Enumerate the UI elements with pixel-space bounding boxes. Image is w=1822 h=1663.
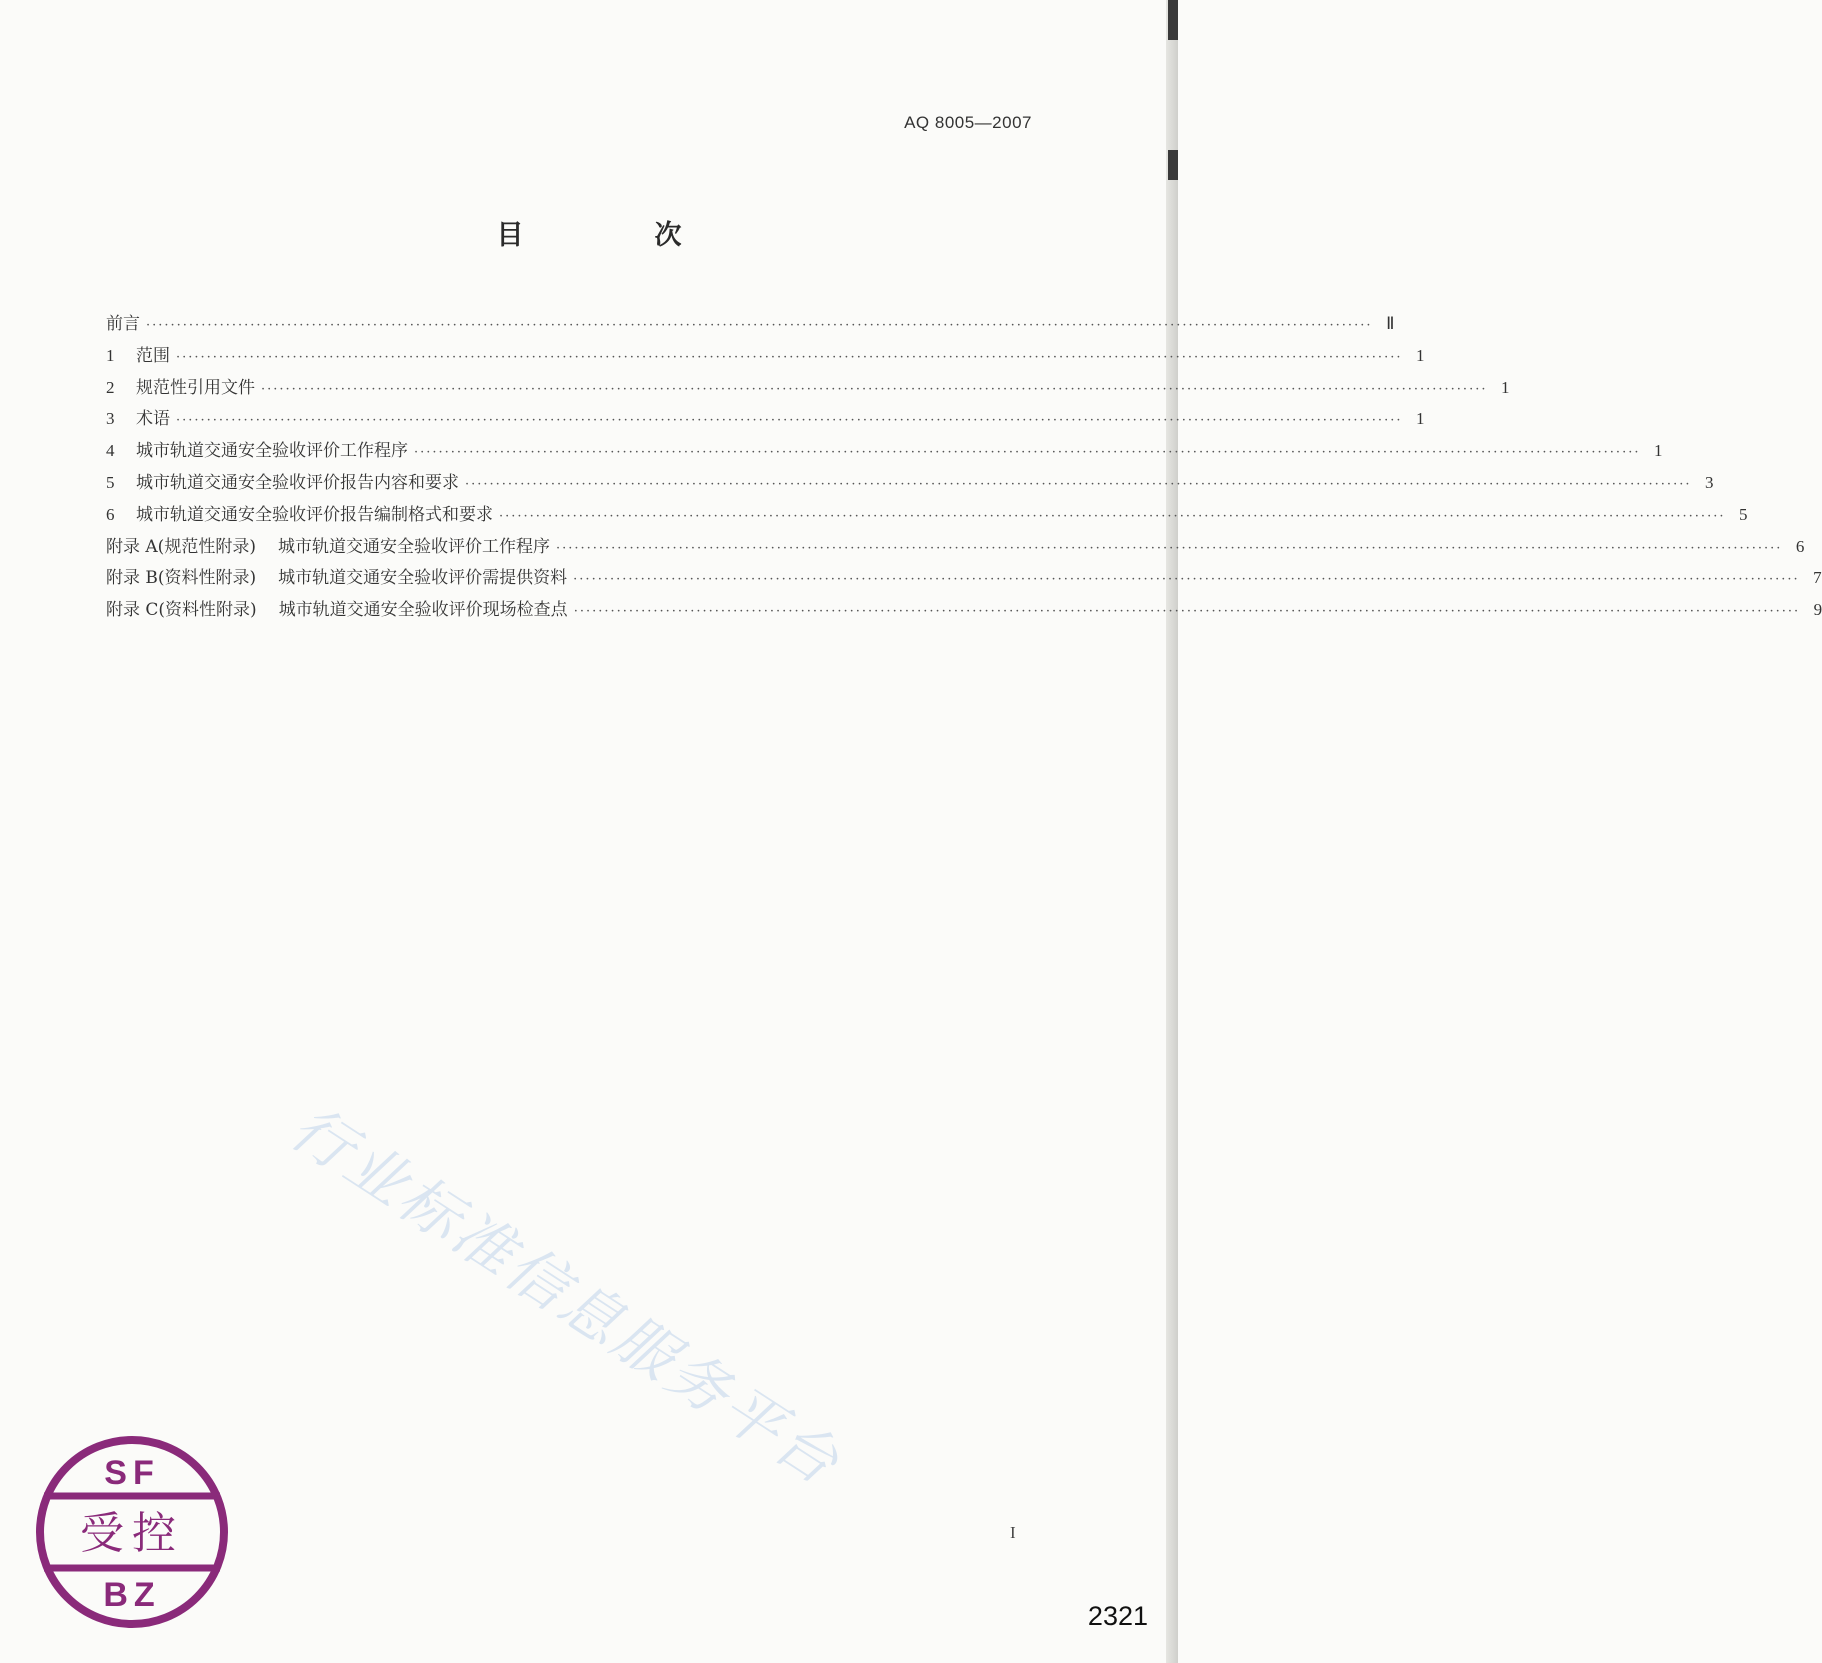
toc-entry-label <box>106 563 567 595</box>
toc-entry-label <box>106 532 550 564</box>
toc-entry-page: 6 <box>1795 536 1805 556</box>
toc-entry-label <box>136 373 255 405</box>
toc-entry-number: 5 <box>106 472 115 492</box>
toc-entry-page: 3 <box>1704 472 1714 492</box>
toc-entry-title: 范围 <box>136 345 170 366</box>
toc-entry-page: Ⅱ <box>1386 314 1395 333</box>
toc-entry[interactable] <box>106 531 1805 563</box>
toc-entry[interactable] <box>106 467 1714 499</box>
toc-entry-number: 3 <box>106 409 115 429</box>
scan-number: 2321 <box>1087 1601 1148 1631</box>
controlled-seal <box>34 1434 230 1630</box>
toc-entry-page: 1 <box>1653 441 1663 461</box>
toc-entry[interactable] <box>106 499 1748 531</box>
toc-entry-page: 1 <box>1415 345 1425 365</box>
toc-dot-leader: ········································································································································································································ <box>414 445 1641 461</box>
toc-dot-leader: ········································································································································································································ <box>573 572 1800 588</box>
toc-entry-title: 城市轨道交通安全验收评价需提供资料 <box>278 568 568 589</box>
table-of-contents <box>106 308 1822 626</box>
toc-entry[interactable] <box>106 340 1425 372</box>
toc-entry-page: 7 <box>1813 568 1822 588</box>
toc-entry-label <box>136 404 170 436</box>
toc-entry-title: 规范性引用文件 <box>136 377 255 398</box>
edge-mark <box>1168 150 1178 180</box>
edge-mark <box>1168 0 1178 40</box>
toc-dot-leader: ········································································································································································································ <box>261 381 1488 397</box>
toc-entry-number: 6 <box>106 504 115 524</box>
toc-entry[interactable] <box>106 594 1822 626</box>
toc-entry-title: 前言 <box>106 314 140 334</box>
toc-entry-label <box>136 341 170 373</box>
toc-entry-number: 4 <box>106 441 115 461</box>
toc-dot-leader: ········································································································································································································ <box>176 413 1403 429</box>
toc-entry-prefix: 附录 A(规范性附录) <box>106 536 256 557</box>
toc-entry-label <box>136 468 459 500</box>
toc-entry-label <box>106 309 140 341</box>
standard-code: AQ 8005—2007 <box>904 113 1032 132</box>
toc-entry-page: 1 <box>1415 409 1425 429</box>
toc-entry-title: 术语 <box>136 409 170 430</box>
toc-entry-number: 2 <box>106 377 115 397</box>
toc-entry-page: 1 <box>1500 377 1510 397</box>
page-number: I <box>1010 1523 1016 1542</box>
toc-entry[interactable] <box>106 372 1510 404</box>
toc-entry-title: 城市轨道交通安全验收评价报告编制格式和要求 <box>136 504 493 525</box>
toc-entry-number: 1 <box>106 345 115 365</box>
toc-dot-leader: ········································································································································································································ <box>555 540 1783 556</box>
toc-dot-leader: ········································································································································································································ <box>146 318 1373 333</box>
toc-entry-prefix: 附录 B(资料性附录) <box>106 568 257 589</box>
toc-entry-title: 城市轨道交通安全验收评价工作程序 <box>136 441 408 462</box>
toc-entry-label <box>136 436 408 468</box>
toc-entry-label <box>136 500 493 532</box>
seal-top-text: SF <box>104 1454 160 1492</box>
toc-dot-leader: ········································································································································································································ <box>176 349 1403 365</box>
toc-entry-label <box>106 595 568 627</box>
seal-middle-text: 受控 <box>80 1508 184 1559</box>
toc-entry-page: 9 <box>1813 600 1822 620</box>
toc-dot-leader: ········································································································································································································ <box>465 476 1692 492</box>
toc-entry[interactable] <box>106 308 1395 340</box>
seal-bottom-text: BZ <box>103 1576 161 1614</box>
toc-entry-title: 城市轨道交通安全验收评价工作程序 <box>277 536 550 557</box>
toc-dot-leader: ········································································································································································································ <box>499 508 1726 524</box>
toc-dot-leader: ········································································································································································································ <box>573 604 1801 620</box>
toc-title: 目 次 <box>496 220 734 251</box>
toc-entry-page: 5 <box>1738 504 1748 524</box>
toc-entry-prefix: 附录 C(资料性附录) <box>106 600 257 621</box>
toc-entry[interactable] <box>106 403 1425 435</box>
watermark: 行业标准信息服务平台 <box>278 1092 854 1501</box>
toc-entry[interactable] <box>106 562 1822 594</box>
toc-entry-title: 城市轨道交通安全验收评价现场检查点 <box>278 600 568 621</box>
toc-entry-title: 城市轨道交通安全验收评价报告内容和要求 <box>136 472 459 493</box>
toc-entry[interactable] <box>106 435 1663 467</box>
